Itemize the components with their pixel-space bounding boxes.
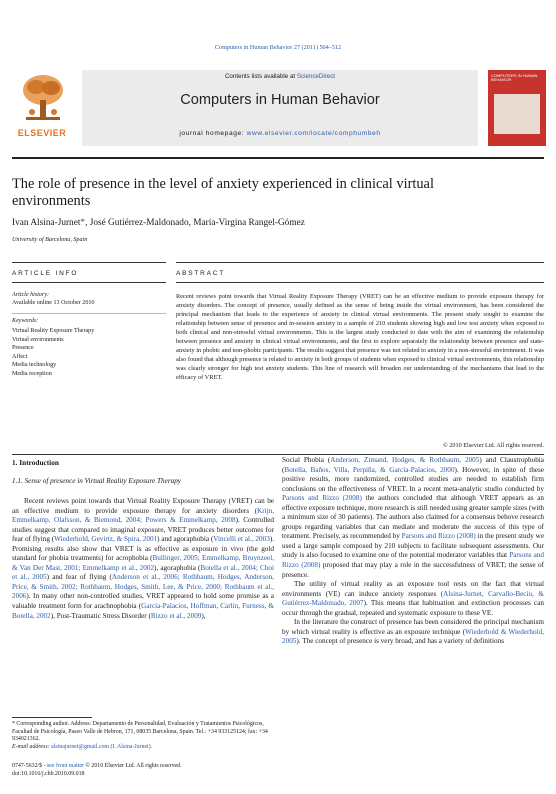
citation-link[interactable]: Krijn, Emmelkamp, Olafsson, & Biemond, 2004; Powers & Emmelkamp, 2008 (12, 506, 274, 525)
article-info-separator (12, 313, 166, 314)
citation-link[interactable]: Anderson et al., 2006; Rothbaum, Hodges, Anderson, Price, & Smith, 2002; Rothbaum, Hodges, Smith, Lee, & Price, 2000; Rothbaum et al., 2006 (12, 573, 274, 601)
abstract-rule-bottom (12, 454, 544, 455)
abstract-copyright: © 2010 Elsevier Ltd. All rights reserved. (443, 442, 544, 449)
citation-link[interactable]: Bullinger, 2005; Emmelkamp, Bruynzeel, & Van Der Mast, 2001; Emmelkamp et al., 2002 (12, 554, 274, 572)
publication-info (12, 763, 274, 778)
citation-link[interactable]: Rizzo et al., 2009 (150, 611, 202, 620)
email-line (12, 744, 274, 752)
paragraph (282, 456, 544, 580)
keyword-item: Media technology (12, 362, 57, 369)
text: ). Promising results also show that VRET is as effective as exposure in vivo (the gold standard for phobia treatments) for acrophobia ( (12, 535, 275, 563)
abstract-rule-mid (176, 282, 544, 283)
cover-title: COMPUTERS IN HUMAN BEHAVIOR (491, 73, 538, 83)
journal-title: Computers in Human Behavior (180, 92, 380, 108)
citation-link[interactable]: Vincelli et al., 2003 (213, 535, 270, 544)
citation-link[interactable]: Botella, Baños, Villa, Perpiña, & García-Palacios, 2000 (284, 465, 455, 474)
journal-reference[interactable]: Computers in Human Behavior 27 (2011) 504–512 (214, 44, 342, 51)
issn-suffix: © 2010 Elsevier Ltd. All rights reserved. (83, 763, 182, 769)
paragraph (12, 497, 274, 621)
text: ). The concept of presence is very broad, and has a variety of definitions (296, 637, 505, 646)
email-label: E-mail address: (12, 743, 52, 750)
citation-link[interactable]: Parsons and Rizzo (2008) (401, 532, 476, 541)
text: the authors concluded that although VRET appears as an effective exposure technique, more research is still needed using greater sample sizes (with a minimum size of 30 patients). The authors also claimed for a consensus behove research groups regarding variables that can mediate and moderate the success of this type of treatment. Precisely, as recommended by (282, 494, 544, 541)
text: Social Phobia ( (282, 456, 331, 464)
citation-link[interactable]: Wiederhold, Gevirtz, & Spira, 2001 (54, 535, 158, 544)
homepage-prefix: journal homepage: (179, 130, 247, 137)
article-info-rule-top (12, 262, 166, 263)
co-authors: , José Gutiérrez-Maldonado, María-Virgina Rangel-Gómez (85, 218, 305, 228)
header-divider (12, 157, 544, 159)
subsection-heading: 1.1. Sense of presence in Virtual Reality Exposure Therapy (12, 477, 181, 485)
keyword-item: Virtual environments (12, 336, 64, 343)
citation-link[interactable]: Alsina-Jurnet, Carvallo-Beciu, & Gutiérrez-Maldonado, 2007 (282, 589, 544, 608)
text: ), agoraphobia ( (154, 563, 201, 572)
keyword-item: Media reception (12, 370, 52, 377)
keyword-item: Virtual Reality Exposure Therapy (12, 328, 95, 334)
doi[interactable]: doi:10.1016/j.chb.2010.09.018 (12, 770, 85, 777)
paragraph (282, 580, 544, 618)
citation-link[interactable]: Wiederhold & Wiederhold, 2005 (282, 627, 544, 646)
footnote (12, 721, 274, 751)
citation-link[interactable]: Anderson, Zimand, Hodges, & Rothbaum, 2005 (330, 456, 480, 464)
author-list (12, 218, 532, 228)
article-info-heading: ARTICLE INFO (12, 270, 79, 277)
paper-title: The role of presence in the level of anxiety experienced in clinical virtual environments (12, 176, 434, 209)
front-matter-link[interactable]: see front matter (47, 763, 84, 769)
text: In the literature the construct of presence has been considered the principal mechanism by which virtual reality is effective as an exposure technique ( (282, 618, 544, 636)
corresponding-author-note: * Corresponding author. Address: Departamento de Personalidad, Evaluación y Tratamientos Psicológicos, Facultad de Psicología, Paseo Valle de Hebron, 171, 08035 Barcelona, Spain. Tel.: +34 933125124; fax: +34 934021362. (12, 721, 268, 743)
text: The utility of virtual reality as an exposure tool rests on the fact that virtual environments (VE) can induce anxiety responses ( (282, 580, 544, 598)
history-value: Available online 13 October 2010 (12, 300, 95, 306)
affiliation: University of Barcelona, Spain (12, 237, 88, 243)
text: ) and Claustrophobia ( (282, 456, 544, 474)
citation-link[interactable]: García-Palacios, Hoffman, Carlin, Furness, & Botella, 2002 (12, 602, 275, 620)
text: ) and agoraphobia ( (157, 535, 214, 544)
keyword-item: Affect (12, 353, 28, 360)
journal-banner (82, 70, 478, 146)
paragraph (282, 618, 544, 647)
body-column-left (12, 497, 274, 621)
homepage-link[interactable]: www.elsevier.com/locate/comphumbeh (246, 130, 381, 137)
body-column-right (282, 456, 544, 647)
keyword-item: Presence (12, 345, 34, 352)
text: proposed that may play a role in the successfulness of VRET; the sense of presence. (282, 561, 544, 579)
publisher-name: ELSEVIER (17, 128, 67, 138)
text: ), (201, 611, 206, 620)
contents-line (82, 73, 478, 80)
section-heading-introduction: 1. Introduction (12, 458, 59, 467)
journal-homepage (82, 130, 478, 137)
abstract-heading: ABSTRACT (176, 270, 226, 277)
text: ), Post-Traumatic Stress Disorder ( (50, 611, 151, 620)
abstract-text: Recent reviews point towards that Virtual Reality Exposure Therapy (VRET) can be an effective medium to provide exposure therapy for anxiety disorders. The concept of presence, usually defined as the sense of being inside the virtual environment, has been considered the principal mechanism that leads to the experience of anxiety in clinical virtual environments. The present study sought to examine the relationship between sense of presence and in-session anxiety in a sample of 210 students showing high and low test anxiety when exposed to both clinical and non-stressful virtual environments. This is the largest study conducted to date with the aim of examining the relationship between presence and anxiety in clinical virtual environments, and the first to explore separately the relationship between presence and state-anxiety in phobic and non-phobic participants. The results suggest that presence was not related to anxiety in a non-stressful environment. It was also found that although presence is related to anxiety in both groups of students when exposed to clinical virtual environments, this relationship was clearly stronger for high test anxiety students. This line of research will broaden our understanding of the mechanisms that lead to the efficacy of VRET. (176, 293, 544, 381)
keywords-label: Keywords: (12, 318, 39, 324)
text: ). Controlled studies suggest that compared to imaginal exposure, VRET produces better outcomes for fear of flying ( (12, 516, 275, 544)
citation-link[interactable]: Parsons and Rizzo (2008) (282, 494, 362, 503)
article-info-rule-mid (12, 282, 166, 283)
citation-link[interactable]: Botella et al., 2004; Choi et al., 2005 (12, 563, 275, 582)
cover-image (494, 94, 540, 134)
corresponding-author-marker[interactable]: * (80, 218, 86, 228)
elsevier-logo[interactable] (12, 70, 72, 154)
keyword-list (12, 327, 94, 379)
citation-link[interactable]: Parsons and Rizzo (2008) (282, 551, 544, 570)
first-author: Ivan Alsina-Jurnet (12, 218, 81, 228)
tree-icon (20, 72, 66, 124)
journal-cover[interactable] (488, 70, 546, 146)
text: Recent reviews point towards that Virtual Reality Exposure Therapy (VRET) can be an effective medium to provide exposure therapy for anxiety disorders ( (12, 497, 274, 515)
abstract-rule-top (176, 262, 544, 263)
email-link[interactable]: alsinajurnet@gmail.com (I. Alsina-Jurnet). (51, 743, 153, 750)
issn-prefix: 0747-5632/$ - (12, 763, 48, 769)
text: ). In many other non-controlled studies, VRET appeared to hold some promise as a valuable treatment form for arachnophobia ( (12, 592, 274, 611)
text: in the present study we used a large sample composed by 210 subjects to facilitate subsequent assessments. Our study is also focused to examine one of the potential moderator variables that (282, 532, 545, 560)
contents-prefix: Contents lists available at (224, 73, 297, 80)
history-label: Article history: (12, 292, 50, 298)
journal-header (12, 70, 544, 154)
text: ). This means that habituation and extinction processes can occur through the gradual, repeated and systematic exposure to these VE. (282, 599, 544, 617)
sciencedirect-link[interactable]: ScienceDirect (296, 73, 336, 80)
text: ). However, in spite of these positive results, more randomized, controlled studies are needed to establish firm conclusions on the effectiveness of VRET. In a recent meta-analytic studio conducted by (282, 465, 544, 493)
footnote-rule (12, 717, 92, 718)
issn-line (12, 763, 274, 771)
text: ) and fear of flying ( (46, 573, 112, 582)
